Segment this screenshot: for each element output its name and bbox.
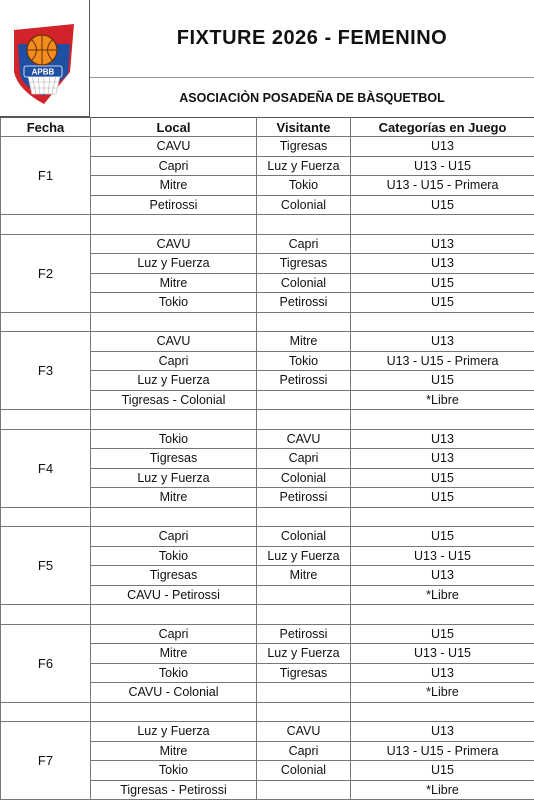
- spacer-row: [1, 312, 534, 332]
- local-cell: Luz y Fuerza: [91, 371, 257, 391]
- logo-text: APBB: [31, 67, 55, 77]
- fecha-cell: F5: [1, 527, 91, 605]
- column-header-visitante: Visitante: [257, 118, 351, 137]
- visitante-cell: Luz y Fuerza: [257, 644, 351, 664]
- table-row: [1, 234, 534, 254]
- local-cell: Luz y Fuerza: [91, 254, 257, 274]
- categorias-cell: *Libre: [351, 683, 534, 703]
- visitante-cell: Petirossi: [257, 371, 351, 391]
- fecha-cell: F4: [1, 429, 91, 507]
- table-row: [1, 137, 534, 157]
- spacer-cell: [351, 312, 534, 332]
- spacer-cell: [1, 312, 91, 332]
- visitante-cell: Colonial: [257, 527, 351, 547]
- categorias-cell: U13 - U15 - Primera: [351, 351, 534, 371]
- subtitle-cell: [90, 78, 534, 117]
- categorias-cell: U15: [351, 195, 534, 215]
- apbb-logo-icon: [8, 20, 80, 106]
- local-cell: Tokio: [91, 546, 257, 566]
- fecha-cell: F1: [1, 137, 91, 215]
- fixture-body: [1, 137, 534, 800]
- table-row: [1, 429, 534, 449]
- spacer-cell: [1, 702, 91, 722]
- categorias-cell: U15: [351, 527, 534, 547]
- categorias-cell: U13: [351, 566, 534, 586]
- page-title: FIXTURE 2026 - FEMENINO: [176, 27, 448, 49]
- spacer-cell: [351, 605, 534, 625]
- column-header-local: Local: [91, 118, 257, 137]
- categorias-cell: U13 - U15 - Primera: [351, 176, 534, 196]
- spacer-cell: [257, 605, 351, 625]
- visitante-cell: Capri: [257, 234, 351, 254]
- visitante-cell: Tigresas: [257, 254, 351, 274]
- visitante-cell: Colonial: [257, 761, 351, 781]
- spacer-cell: [257, 702, 351, 722]
- logo-cell: [0, 0, 90, 117]
- categorias-cell: U15: [351, 293, 534, 313]
- local-cell: Tokio: [91, 761, 257, 781]
- categorias-cell: U15: [351, 371, 534, 391]
- local-cell: Tokio: [91, 293, 257, 313]
- spacer-cell: [257, 410, 351, 430]
- categorias-cell: U13 - U15: [351, 156, 534, 176]
- categorias-cell: U13: [351, 137, 534, 157]
- visitante-cell: [257, 780, 351, 800]
- local-cell: Capri: [91, 351, 257, 371]
- visitante-cell: Mitre: [257, 332, 351, 352]
- local-cell: Mitre: [91, 488, 257, 508]
- categorias-cell: U15: [351, 273, 534, 293]
- column-header-fecha: Fecha: [1, 118, 91, 137]
- categorias-cell: U15: [351, 488, 534, 508]
- spacer-cell: [1, 215, 91, 235]
- table-row: [1, 722, 534, 742]
- local-cell: Capri: [91, 527, 257, 547]
- local-cell: CAVU - Colonial: [91, 683, 257, 703]
- table-row: [1, 332, 534, 352]
- spacer-cell: [1, 507, 91, 527]
- local-cell: Mitre: [91, 176, 257, 196]
- visitante-cell: Luz y Fuerza: [257, 156, 351, 176]
- spacer-row: [1, 702, 534, 722]
- categorias-cell: U13: [351, 449, 534, 469]
- categorias-cell: U13: [351, 332, 534, 352]
- local-cell: CAVU - Petirossi: [91, 585, 257, 605]
- categorias-cell: U15: [351, 761, 534, 781]
- visitante-cell: Luz y Fuerza: [257, 546, 351, 566]
- visitante-cell: Petirossi: [257, 624, 351, 644]
- local-cell: Tigresas - Colonial: [91, 390, 257, 410]
- spacer-cell: [257, 312, 351, 332]
- column-header-categorias: Categorías en Juego: [351, 118, 534, 137]
- fixture-table: [0, 117, 534, 800]
- visitante-cell: Petirossi: [257, 488, 351, 508]
- visitante-cell: [257, 683, 351, 703]
- local-cell: Capri: [91, 624, 257, 644]
- visitante-cell: Capri: [257, 449, 351, 469]
- spacer-row: [1, 215, 534, 235]
- categorias-cell: U13: [351, 663, 534, 683]
- visitante-cell: [257, 585, 351, 605]
- visitante-cell: Mitre: [257, 566, 351, 586]
- spacer-cell: [351, 215, 534, 235]
- fecha-cell: F6: [1, 624, 91, 702]
- spacer-cell: [1, 605, 91, 625]
- categorias-cell: U13: [351, 254, 534, 274]
- local-cell: Luz y Fuerza: [91, 722, 257, 742]
- title-cell: [90, 0, 534, 78]
- visitante-cell: Tokio: [257, 351, 351, 371]
- visitante-cell: Tigresas: [257, 137, 351, 157]
- fecha-cell: F7: [1, 722, 91, 800]
- spacer-cell: [351, 507, 534, 527]
- spacer-row: [1, 605, 534, 625]
- visitante-cell: CAVU: [257, 429, 351, 449]
- spacer-cell: [91, 702, 257, 722]
- spacer-row: [1, 507, 534, 527]
- visitante-cell: Colonial: [257, 273, 351, 293]
- local-cell: CAVU: [91, 234, 257, 254]
- local-cell: CAVU: [91, 332, 257, 352]
- local-cell: Capri: [91, 156, 257, 176]
- local-cell: Tigresas - Petirossi: [91, 780, 257, 800]
- spacer-cell: [91, 215, 257, 235]
- local-cell: Mitre: [91, 273, 257, 293]
- visitante-cell: Capri: [257, 741, 351, 761]
- visitante-cell: Petirossi: [257, 293, 351, 313]
- spacer-cell: [1, 410, 91, 430]
- table-row: [1, 624, 534, 644]
- local-cell: Tokio: [91, 663, 257, 683]
- visitante-cell: Colonial: [257, 468, 351, 488]
- local-cell: Tigresas: [91, 449, 257, 469]
- local-cell: CAVU: [91, 137, 257, 157]
- table-row: [1, 527, 534, 547]
- categorias-cell: U13 - U15: [351, 546, 534, 566]
- spacer-cell: [351, 410, 534, 430]
- categorias-cell: U13: [351, 722, 534, 742]
- fecha-cell: F2: [1, 234, 91, 312]
- local-cell: Tigresas: [91, 566, 257, 586]
- spacer-cell: [91, 507, 257, 527]
- categorias-cell: U13: [351, 429, 534, 449]
- fecha-cell: F3: [1, 332, 91, 410]
- categorias-cell: *Libre: [351, 390, 534, 410]
- spacer-cell: [91, 312, 257, 332]
- page-subtitle: ASOCIACIÒN POSADEÑA DE BÀSQUETBOL: [179, 90, 445, 105]
- visitante-cell: Tokio: [257, 176, 351, 196]
- spacer-cell: [351, 702, 534, 722]
- local-cell: Tokio: [91, 429, 257, 449]
- spacer-cell: [257, 507, 351, 527]
- local-cell: Mitre: [91, 741, 257, 761]
- categorias-cell: U13: [351, 234, 534, 254]
- local-cell: Luz y Fuerza: [91, 468, 257, 488]
- spacer-row: [1, 410, 534, 430]
- categorias-cell: U15: [351, 624, 534, 644]
- categorias-cell: U15: [351, 468, 534, 488]
- visitante-cell: [257, 390, 351, 410]
- categorias-cell: U13 - U15: [351, 644, 534, 664]
- visitante-cell: Colonial: [257, 195, 351, 215]
- local-cell: Petirossi: [91, 195, 257, 215]
- local-cell: Mitre: [91, 644, 257, 664]
- visitante-cell: Tigresas: [257, 663, 351, 683]
- spacer-cell: [257, 215, 351, 235]
- categorias-cell: *Libre: [351, 780, 534, 800]
- spacer-cell: [91, 410, 257, 430]
- categorias-cell: *Libre: [351, 585, 534, 605]
- spacer-cell: [91, 605, 257, 625]
- categorias-cell: U13 - U15 - Primera: [351, 741, 534, 761]
- visitante-cell: CAVU: [257, 722, 351, 742]
- table-header-row: [1, 118, 534, 137]
